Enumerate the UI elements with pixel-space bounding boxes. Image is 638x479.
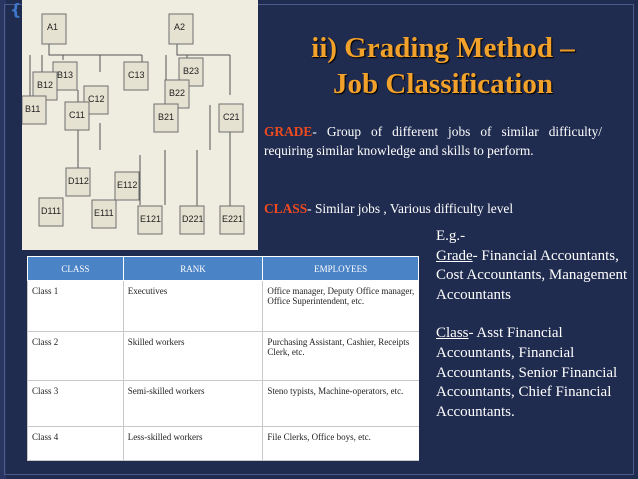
table-row — [28, 281, 419, 332]
node-e111: E111 — [94, 208, 114, 218]
node-b11: B11 — [25, 104, 41, 114]
cell-class: Class 4 — [28, 427, 124, 461]
header-class: CLASS — [28, 257, 124, 281]
org-chart — [22, 0, 258, 250]
node-d112: D112 — [68, 176, 89, 186]
org-chart-diagram — [22, 0, 258, 250]
node-e121: E121 — [140, 214, 162, 224]
node-c11: C11 — [69, 110, 85, 120]
node-b23: B23 — [183, 66, 200, 76]
table-row — [28, 332, 419, 381]
cell-class: Class 1 — [28, 281, 124, 332]
cell-class: Class 2 — [28, 332, 124, 381]
class-term: CLASS — [264, 201, 308, 216]
grade-text: - Group of different jobs of similar difficulty/ requiring similar knowledge and skills to perform. — [264, 124, 602, 158]
cell-rank: Executives — [123, 281, 263, 332]
node-d221: D221 — [182, 214, 204, 224]
class-text: - Similar jobs , Various difficulty level — [307, 201, 514, 216]
title-line-1: ii) Grading Method – — [311, 32, 575, 64]
example-grade — [436, 227, 632, 305]
cell-employees: File Clerks, Office boys, etc. — [263, 427, 419, 461]
table-row — [28, 381, 419, 427]
org-chart-boxes — [22, 14, 244, 234]
cell-employees: Purchasing Assistant, Cashier, Receipts Clerk, etc. — [263, 332, 419, 381]
node-c12: C12 — [88, 94, 105, 104]
corner-brace: { — [10, 0, 22, 19]
slide-title — [258, 30, 628, 102]
example-prefix: E.g.- — [436, 228, 466, 244]
classification-table — [27, 256, 419, 461]
cell-class: Class 3 — [28, 381, 124, 427]
example-block — [436, 227, 632, 441]
table-row — [28, 427, 419, 461]
node-b13: B13 — [57, 70, 74, 80]
node-b22: B22 — [169, 88, 186, 98]
node-b12: B12 — [37, 80, 54, 90]
node-c21: C21 — [223, 112, 240, 122]
title-line-2: Job Classification — [333, 68, 553, 100]
class-definition — [264, 199, 602, 218]
node-e112: E112 — [117, 180, 138, 190]
header-rank: RANK — [123, 257, 263, 281]
table-header-row — [28, 257, 419, 281]
example-class — [436, 324, 632, 422]
example-class-term: Class — [436, 325, 469, 342]
example-grade-text: - Financial Accountants, Cost Accountants, Management Accountants — [436, 247, 628, 303]
node-c13: C13 — [128, 70, 145, 80]
cell-rank: Semi-skilled workers — [123, 381, 263, 427]
cell-rank: Less-skilled workers — [123, 427, 263, 461]
cell-employees: Steno typists, Machine-operators, etc. — [263, 381, 419, 427]
header-employees: EMPLOYEES — [263, 257, 419, 281]
node-a1: A1 — [47, 22, 59, 32]
node-e221: E221 — [222, 214, 244, 224]
node-d111: D111 — [41, 206, 62, 216]
example-grade-term: Grade — [436, 247, 473, 264]
node-a2: A2 — [174, 22, 186, 32]
cell-rank: Skilled workers — [123, 332, 263, 381]
grade-definition — [264, 122, 602, 160]
node-b21: B21 — [158, 112, 175, 122]
example-class-text: - Asst Financial Accountants, Financial Accountants, Senior Financial Accountants, Chief Financial Accountants. — [436, 325, 618, 420]
grade-term: GRADE — [264, 124, 313, 139]
cell-employees: Office manager, Deputy Office manager, Office Superintendent, etc. — [263, 281, 419, 332]
